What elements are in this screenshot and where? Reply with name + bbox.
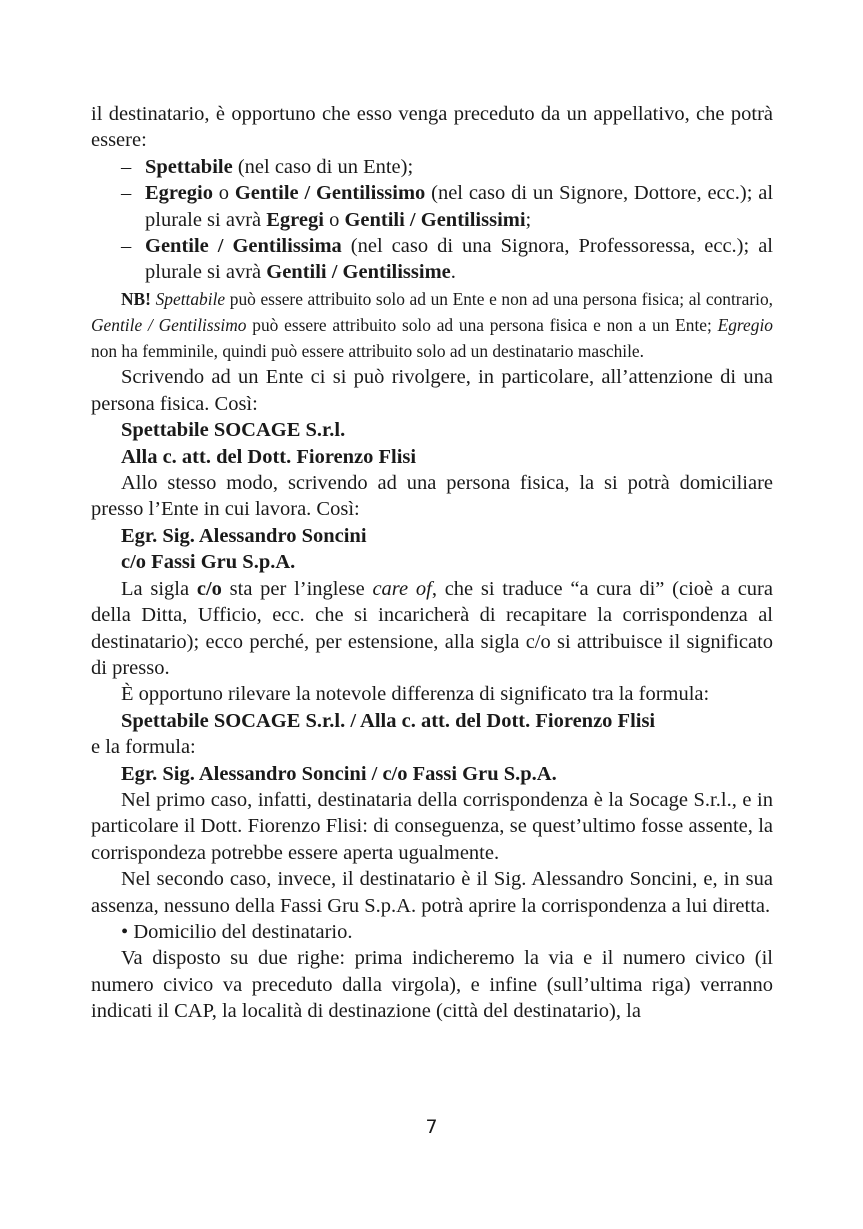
example-1-line-1: Spettabile SOCAGE S.r.l.	[121, 419, 346, 442]
item-text: ;	[525, 208, 532, 231]
note-text: non ha femminile, quindi può essere attribuito solo ad un destinatario maschile.	[91, 341, 644, 362]
italic-term: Gentile / Gentilissimo	[91, 315, 247, 336]
item-text: o	[212, 182, 235, 205]
paragraph-e-formula: e la formula:	[91, 736, 196, 759]
paragraph-ente: Scrivendo ad un Ente ci si può rivolgere, in particolare, all’attenzione di una persona fisica. Così:	[91, 366, 773, 415]
dash-marker: –	[121, 235, 132, 258]
italic-term: Spettabile	[155, 288, 226, 309]
bold-term: Egregi	[266, 208, 324, 231]
nb-note	[91, 286, 773, 365]
italic-term: Egregio	[717, 315, 773, 336]
example-2-line-2: c/o Fassi Gru S.p.A.	[121, 551, 296, 574]
dash-item-spettabile	[91, 154, 773, 180]
bullet-domicilio	[91, 919, 773, 945]
example-1-line-2: Alla c. att. del Dott. Fiorenzo Flisi	[121, 445, 417, 468]
formula-2: Egr. Sig. Alessandro Soncini / c/o Fassi Gru S.p.A.	[121, 762, 557, 785]
note-text: può essere attribuito solo ad una persona fisica e non a un Ente;	[246, 315, 718, 336]
bullet-icon: •	[121, 920, 129, 943]
formula-1: Spettabile SOCAGE S.r.l. / Alla c. att. del Dott. Fiorenzo Flisi	[121, 709, 656, 732]
bold-term: Gentile / Gentilissimo	[234, 182, 426, 205]
item-text: .	[450, 261, 456, 284]
dash-item-egregio	[91, 180, 773, 233]
bold-term: Spettabile	[145, 155, 233, 178]
page-number: 7	[425, 1116, 438, 1138]
item-text: (nel caso di una Signora, Professoressa, ecc.); al plurale si avrà	[145, 235, 773, 284]
italic-term: care of	[372, 577, 432, 600]
dash-marker: –	[121, 182, 132, 205]
bullet-text: Domicilio del destinatario.	[133, 920, 353, 943]
paragraph-sigla	[91, 576, 773, 682]
note-text: può essere attribuito solo ad un Ente e non ad una persona fisica; al contrario,	[225, 288, 773, 309]
item-text: (nel caso di un Ente);	[232, 155, 414, 178]
para-text: sta per l’inglese	[221, 577, 373, 600]
item-text: o	[323, 208, 345, 231]
bold-term: Egregio	[145, 182, 213, 205]
bold-term: Gentili / Gentilissimi	[344, 208, 526, 231]
bold-term: Gentile / Gentilissima	[145, 235, 342, 258]
paragraph-persona: Allo stesso modo, scrivendo ad una persona fisica, la si potrà domiciliare presso l’Ente in cui lavora. Così:	[91, 472, 773, 521]
para-text: , che si traduce “a cura di” (cioè a cura della Ditta, Ufficio, ecc. che si incaricherà di recapitare la corrispondenza al destinatario); ecco perché, per estensione, alla sigla c/o si attribuisce il significato di presso.	[91, 577, 773, 679]
paragraph-domicilio: Va disposto su due righe: prima indicheremo la via e il numero civico (il numero civico va preceduto dalla virgola), e infine (sull’ultima riga) verranno indicati il CAP, la località di destinazione (città del destinatario), la	[91, 947, 773, 1023]
paragraph-primo-caso: Nel primo caso, infatti, destinataria della corrispondenza è la Socage S.r.l., e in particolare il Dott. Fiorenzo Flisi: di conseguenza, se quest’ultimo fosse assente, la corrispondeza potrebbe essere aperta ugualmente.	[91, 788, 773, 864]
example-2-line-1: Egr. Sig. Alessandro Soncini	[121, 524, 367, 547]
bold-term: Gentili / Gentilissime	[266, 261, 451, 284]
nb-label: NB!	[121, 288, 151, 309]
bold-term: c/o	[196, 577, 222, 600]
item-text: (nel caso di un Signore, Dottore, ecc.); al plurale si avrà	[145, 182, 774, 231]
intro-paragraph: il destinatario, è opportuno che esso venga preceduto da un appellativo, che potrà essere:	[91, 103, 773, 152]
dash-marker: –	[121, 155, 132, 178]
paragraph-differenza: È opportuno rilevare la notevole differenza di significato tra la formula:	[121, 683, 710, 706]
page-body	[91, 101, 773, 1025]
paragraph-secondo-caso: Nel secondo caso, invece, il destinatario è il Sig. Alessandro Soncini, e, in sua assenza, nessuno della Fassi Gru S.p.A. potrà aprire la corrispondenza a lui diretta.	[91, 868, 773, 917]
para-text: La sigla	[121, 577, 197, 600]
dash-item-gentile	[91, 233, 773, 286]
